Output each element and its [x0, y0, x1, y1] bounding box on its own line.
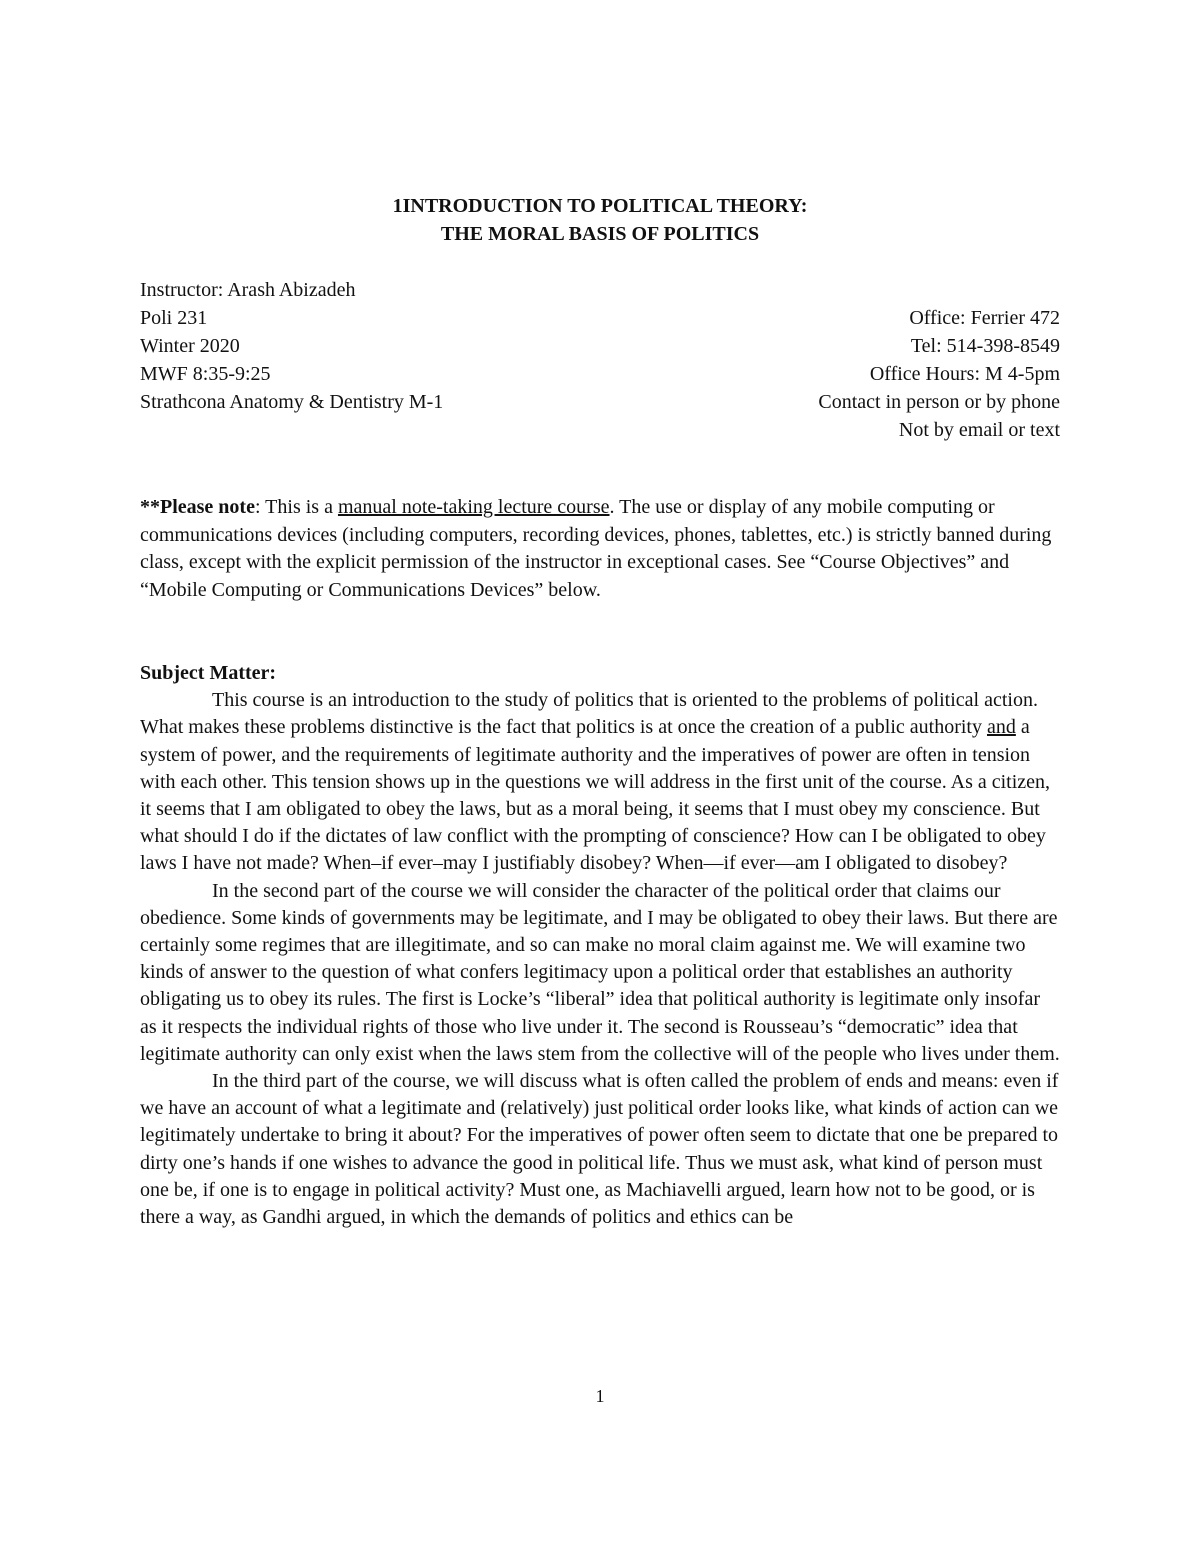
document-title — [0, 192, 1200, 248]
subject-paragraph-1-underlined: and — [986, 716, 1016, 739]
subject-matter-heading: Subject Matter: — [140, 662, 277, 684]
title-line-1: 1INTRODUCTION TO POLITICAL THEORY: — [392, 195, 808, 217]
info-row-course — [140, 304, 1060, 332]
please-note-intro: : This is a — [254, 496, 338, 518]
office-location: Office: Ferrier 472 — [909, 307, 1060, 329]
please-note-label: **Please note — [140, 496, 255, 518]
info-row-instructor — [140, 276, 1060, 304]
please-note-rest: . The use or display of any mobile computing or communications devices (including computers, recording devices, phones, tablettes, etc.) is strictly banned during class, except with the explicit permission of the instructor in exceptional cases. See “Course Objectives” and “Mobile Computing or Communications Devices” below. — [140, 496, 1052, 601]
subject-paragraph-1-a: This course is an introduction to the study of politics that is oriented to the problems of political action. What makes these problems distinctive is the fact that politics is at once the creation of a public authority — [140, 689, 1038, 739]
info-row-contact-note — [140, 416, 1060, 444]
title-line-2: THE MORAL BASIS OF POLITICS — [440, 223, 760, 245]
subject-paragraph-1-b: a system of power, and the requirements of legitimate authority and the imperatives of power are often in tension with each other. This tension shows up in the questions we will address in the first unit of the course. As a citizen, it seems that I am obligated to obey the laws, but as a moral being, it seems that I must obey my conscience. But what should I do if the dictates of law conflict with the prompting of conscience? How can I be obligated to obey laws I have not made? When–if ever–may I justifiably disobey? When—if ever—am I obligated to disobey? — [140, 716, 1051, 875]
info-row-schedule — [140, 360, 1060, 388]
page-number: 1 — [595, 1386, 605, 1406]
subject-matter-section — [140, 660, 1060, 1231]
course-schedule: MWF 8:35-9:25 — [140, 363, 271, 385]
course-term: Winter 2020 — [140, 335, 240, 357]
info-row-term — [140, 332, 1060, 360]
subject-paragraph-1 — [140, 687, 1060, 877]
office-phone: Tel: 514-398-8549 — [910, 335, 1060, 357]
please-note-paragraph — [140, 494, 1060, 604]
contact-method: Contact in person or by phone — [818, 391, 1060, 413]
subject-paragraph-3: In the third part of the course, we will discuss what is often called the problem of ends and means: even if we have an account of what a legitimate and (relatively) just political order looks like, what kinds of action can we legitimately undertake to bring it about? For the imperatives of power often seem to dictate that one be prepared to dirty one’s hands if one wishes to advance the good in political life. Thus we must ask, what kind of person must one be, if one is to engage in political activity? Must one, as Machiavelli argued, learn how not to be good, or is there a way, as Gandhi argued, in which the demands of politics and ethics can be — [140, 1070, 1059, 1229]
instructor-name: Instructor: Arash Abizadeh — [140, 279, 356, 301]
course-code: Poli 231 — [140, 307, 208, 329]
course-info-block — [140, 276, 1060, 444]
please-note-underlined: manual note-taking lecture course — [337, 496, 610, 518]
subject-paragraph-2: In the second part of the course we will consider the character of the political order that claims our obedience. Some kinds of governments may be legitimate, and I may be obligated to obey their laws. But there are certainly some regimes that are illegitimate, and so can make no moral claim against me. We will examine two kinds of answer to the question of what confers legitimacy upon a political order that establishes an authority obligating us to obey its rules. The first is Locke’s “liberal” idea that political authority is legitimate only insofar as it respects the individual rights of those who live under it. The second is Rousseau’s “democratic” idea that legitimate authority can only exist when the laws stem from the collective will of the people who lives under them. — [140, 879, 1060, 1065]
contact-note: Not by email or text — [898, 419, 1060, 441]
course-location: Strathcona Anatomy & Dentistry M-1 — [140, 391, 444, 413]
info-row-location — [140, 388, 1060, 416]
office-hours: Office Hours: M 4-5pm — [869, 363, 1060, 385]
